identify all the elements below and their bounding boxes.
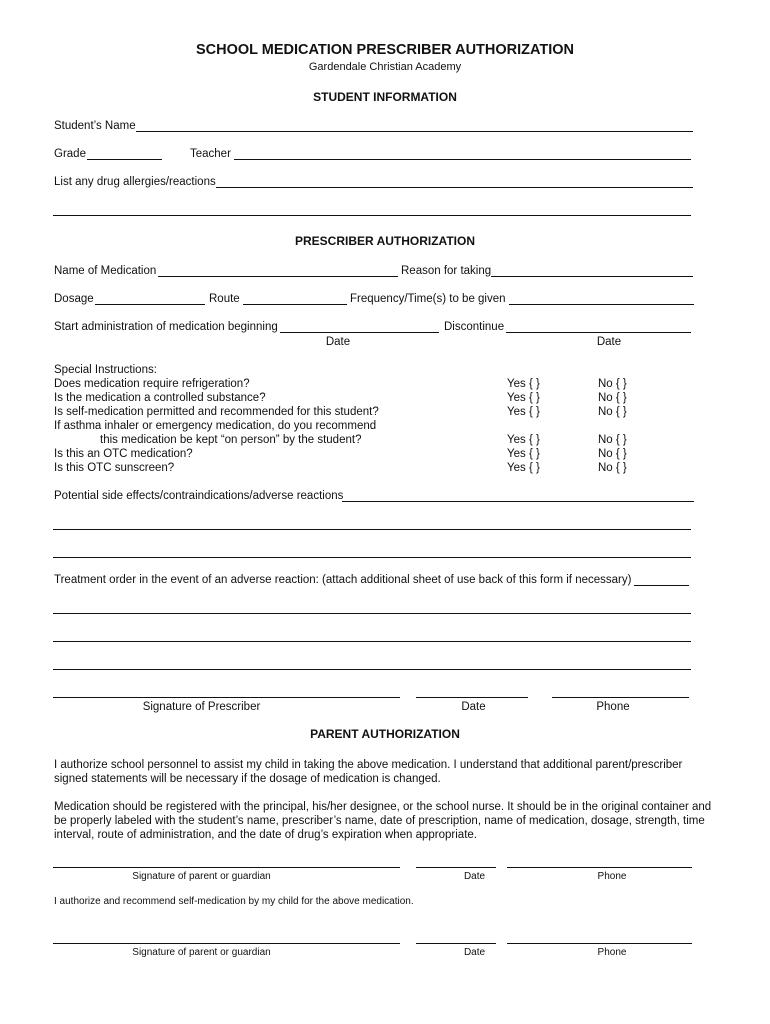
question-refrigeration: Does medication require refrigeration? [54, 378, 250, 390]
teacher-label: Teacher [190, 148, 231, 160]
parent-paragraph-1-line-1: I authorize school personnel to assist my child in taking the above medication. I understand that additional parent/prescriber [54, 759, 683, 771]
frequency-field[interactable] [509, 304, 694, 305]
question-self-medication: Is self-medication permitted and recommended for this student? [54, 406, 379, 418]
students-name-field[interactable] [136, 131, 693, 132]
sunscreen-no-checkbox[interactable]: No { } [598, 462, 627, 474]
special-instructions-label: Special Instructions: [54, 364, 157, 376]
treatment-order-field-line-3[interactable] [53, 641, 691, 642]
allergies-field[interactable] [216, 187, 693, 188]
school-name: Gardendale Christian Academy [308, 61, 462, 73]
prescriber-phone-caption: Phone [596, 701, 630, 713]
inhaler-yes-checkbox[interactable]: Yes { } [507, 434, 540, 446]
side-effects-field[interactable] [342, 501, 694, 502]
students-name-label: Student’s Name [54, 120, 136, 132]
discontinue-date-caption: Date [596, 336, 622, 348]
question-inhaler-line-1: If asthma inhaler or emergency medication, do you recommend [54, 420, 377, 432]
self-med-date-caption: Date [463, 947, 486, 958]
self-med-phone-caption: Phone [597, 947, 627, 958]
parent-date-caption: Date [463, 871, 486, 882]
reason-field[interactable] [491, 276, 693, 277]
self-med-date-field[interactable] [416, 943, 496, 944]
self-med-phone-field[interactable] [507, 943, 692, 944]
side-effects-field-line-3[interactable] [53, 557, 691, 558]
parent-date-field[interactable] [416, 867, 496, 868]
question-inhaler-line-2: this medication be kept “on person” by the student? [100, 434, 362, 446]
reason-label: Reason for taking [401, 265, 492, 277]
question-otc: Is this an OTC medication? [54, 448, 193, 460]
prescriber-date-field[interactable] [416, 697, 528, 698]
grade-label: Grade [54, 148, 86, 160]
self-medication-authorization-text: I authorize and recommend self-medication by my child for the above medication. [54, 896, 414, 907]
prescriber-signature-field[interactable] [53, 697, 400, 698]
question-sunscreen: Is this OTC sunscreen? [54, 462, 175, 474]
refrigeration-no-checkbox[interactable]: No { } [598, 378, 627, 390]
route-label: Route [209, 293, 240, 305]
parent-heading: PARENT AUTHORIZATION [310, 727, 460, 741]
question-controlled: Is the medication a controlled substance? [54, 392, 266, 404]
route-field[interactable] [243, 304, 347, 305]
parent-paragraph-1-line-2: signed statements will be necessary if the dosage of medication is changed. [54, 773, 441, 785]
sunscreen-yes-checkbox[interactable]: Yes { } [507, 462, 540, 474]
grade-field[interactable] [87, 159, 162, 160]
otc-yes-checkbox[interactable]: Yes { } [507, 448, 540, 460]
refrigeration-yes-checkbox[interactable]: Yes { } [507, 378, 540, 390]
parent-phone-caption: Phone [597, 871, 627, 882]
discontinue-date-field[interactable] [506, 332, 691, 333]
parent-paragraph-2-line-2: be properly labeled with the student’s name, prescriber’s name, date of prescription, name of medication, dosage, strength, time [54, 815, 705, 827]
prescriber-heading: PRESCRIBER AUTHORIZATION [295, 234, 475, 248]
prescriber-phone-field[interactable] [552, 697, 689, 698]
start-date-field[interactable] [280, 332, 439, 333]
student-info-heading: STUDENT INFORMATION [313, 90, 457, 104]
discontinue-label: Discontinue [444, 321, 505, 333]
self-medication-yes-checkbox[interactable]: Yes { } [507, 406, 540, 418]
allergies-label: List any drug allergies/reactions [54, 176, 216, 188]
self-med-signature-caption: Signature of parent or guardian [132, 947, 271, 958]
teacher-field[interactable] [234, 159, 691, 160]
parent-paragraph-2-line-3: interval, route of administration, and the date of drug’s expiration when appropriate. [54, 829, 477, 841]
parent-phone-field[interactable] [507, 867, 692, 868]
side-effects-label: Potential side effects/contraindications/adverse reactions [54, 490, 344, 502]
otc-no-checkbox[interactable]: No { } [598, 448, 627, 460]
dosage-label: Dosage [54, 293, 94, 305]
controlled-yes-checkbox[interactable]: Yes { } [507, 392, 540, 404]
controlled-no-checkbox[interactable]: No { } [598, 392, 627, 404]
parent-paragraph-2-line-1: Medication should be registered with the principal, his/her designee, or the school nurse. It should be in the original container and [54, 801, 712, 813]
self-med-signature-field[interactable] [53, 943, 400, 944]
start-label: Start administration of medication beginning [54, 321, 278, 333]
side-effects-field-line-2[interactable] [53, 529, 691, 530]
form-title: SCHOOL MEDICATION PRESCRIBER AUTHORIZATION [195, 42, 575, 58]
inhaler-no-checkbox[interactable]: No { } [598, 434, 627, 446]
parent-signature-caption: Signature of parent or guardian [132, 871, 271, 882]
start-date-caption: Date [325, 336, 351, 348]
dosage-field[interactable] [95, 304, 205, 305]
treatment-order-field[interactable] [634, 585, 689, 586]
allergies-field-line-2[interactable] [53, 215, 691, 216]
treatment-order-label: Treatment order in the event of an adverse reaction: (attach additional sheet of use back of this form if necessary) [54, 574, 632, 586]
treatment-order-field-line-4[interactable] [53, 669, 691, 670]
self-medication-no-checkbox[interactable]: No { } [598, 406, 627, 418]
prescriber-date-caption: Date [461, 701, 486, 713]
treatment-order-field-line-2[interactable] [53, 613, 691, 614]
frequency-label: Frequency/Time(s) to be given [350, 293, 506, 305]
prescriber-signature-caption: Signature of Prescriber [142, 701, 261, 713]
medication-name-label: Name of Medication [54, 265, 157, 277]
parent-signature-field[interactable] [53, 867, 400, 868]
medication-name-field[interactable] [158, 276, 398, 277]
